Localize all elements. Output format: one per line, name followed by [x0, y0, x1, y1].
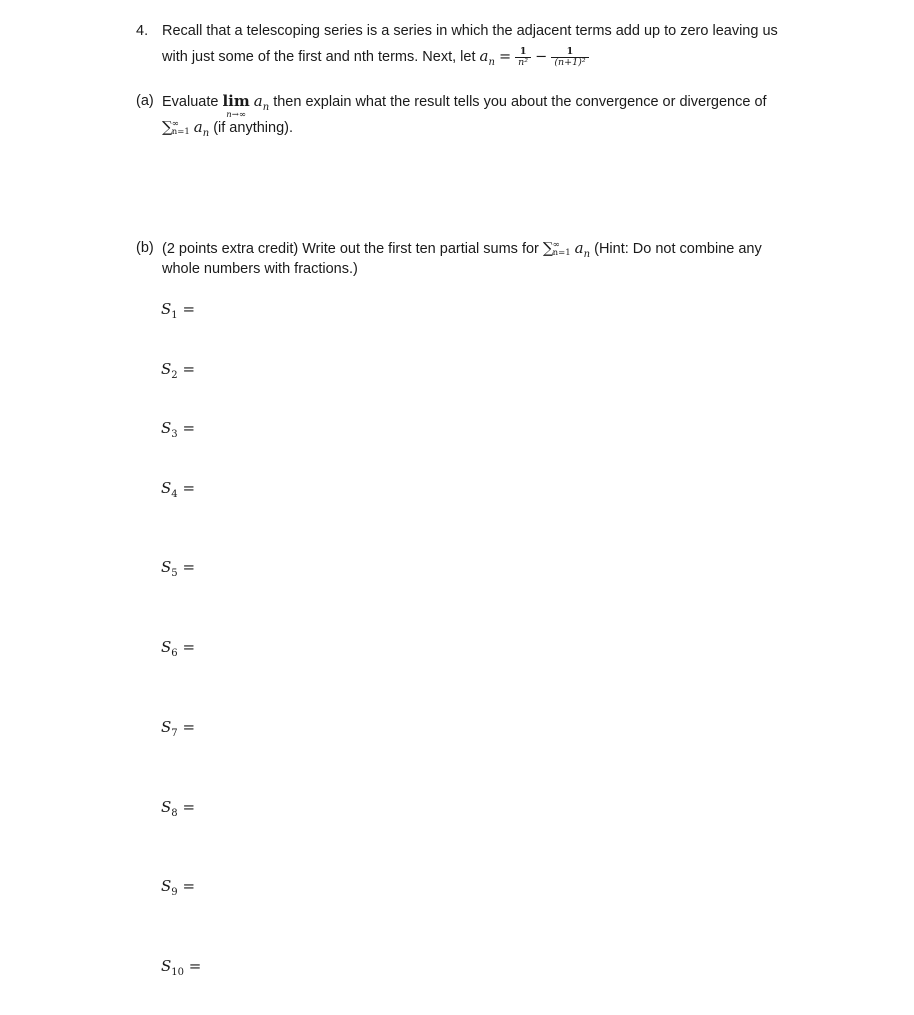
fraction2-numerator: 1	[551, 47, 588, 58]
partial-sum-index: 5	[171, 568, 178, 579]
partial-sum-equals: =	[182, 718, 196, 736]
partial-sum-index: 2	[171, 370, 178, 381]
lim-term-sub: n	[262, 101, 270, 113]
partial-sum-index: 4	[171, 489, 178, 500]
intro-line2-text: with just some of the first and nth terms. Next, let	[162, 49, 476, 65]
partial-sum-symbol: S	[161, 558, 172, 576]
equals-sign: =	[498, 49, 512, 65]
partial-sum-s2	[161, 360, 195, 381]
partial-sum-symbol: S	[161, 718, 172, 736]
lim-subscript: n→∞	[226, 110, 246, 120]
partial-sum-s1	[161, 300, 195, 321]
lim-word: lim	[222, 92, 250, 110]
term-sub: n	[488, 56, 495, 68]
sigma-lower: n=1	[171, 127, 190, 138]
partial-sum-symbol: S	[161, 360, 172, 378]
partial-sum-index: 8	[171, 808, 178, 819]
partial-sum-symbol: S	[161, 877, 172, 895]
partial-sum-symbol: S	[161, 300, 172, 318]
part-b-line2: whole numbers with fractions.)	[162, 261, 358, 277]
partial-sum-index: 1	[171, 310, 178, 321]
partial-sum-s7	[161, 718, 195, 739]
fraction-1-over-n-plus-1-squared	[551, 47, 588, 68]
partial-sum-symbol: S	[161, 798, 172, 816]
part-b-text-after: (Hint: Do not combine any	[594, 241, 762, 257]
sigma-limits	[172, 120, 190, 136]
series-term: a	[193, 118, 203, 136]
lim-term: a	[253, 92, 263, 110]
partial-sum-equals: =	[188, 957, 202, 975]
series-term-sub: n	[202, 127, 210, 139]
sigma-limits	[553, 241, 571, 257]
partial-sum-equals: =	[182, 877, 196, 895]
part-a-line2	[162, 117, 293, 144]
partial-sum-index: 6	[171, 648, 178, 659]
sigma-upper: ∞	[552, 240, 560, 251]
fraction2-denominator: (n+1)²	[554, 56, 586, 68]
question-number: 4.	[136, 23, 149, 39]
partial-sum-equals: =	[182, 419, 196, 437]
partial-sum-s4	[161, 479, 195, 500]
term-symbol: a	[479, 47, 489, 65]
partial-sum-index: 7	[171, 728, 178, 739]
partial-sum-symbol: S	[161, 957, 172, 975]
question-intro-line1: Recall that a telescoping series is a series in which the adjacent terms add up to zero leaving us	[162, 23, 778, 39]
question-intro-line2	[162, 40, 589, 74]
fraction1-denominator: n²	[518, 56, 529, 68]
partial-sum-s8	[161, 798, 195, 819]
partial-sum-s6	[161, 638, 195, 659]
fraction-1-over-n-squared	[515, 47, 531, 68]
part-a-text-after: then explain what the result tells you about the convergence or divergence of	[273, 94, 767, 110]
partial-sum-index: 3	[171, 429, 178, 440]
partial-sum-symbol: S	[161, 638, 172, 656]
partial-sum-s9	[161, 877, 195, 898]
partial-sum-index: 9	[171, 887, 178, 898]
fraction1-numerator: 1	[515, 47, 531, 58]
partial-sum-equals: =	[182, 638, 196, 656]
sigma-symbol: ∑	[162, 118, 173, 136]
partial-sum-s10	[161, 957, 201, 978]
series-term-sub: n	[583, 248, 591, 260]
partial-sum-equals: =	[182, 798, 196, 816]
partial-sum-equals: =	[182, 558, 196, 576]
minus-sign: −	[535, 49, 548, 65]
sigma-lower: n=1	[552, 248, 571, 259]
part-a-line2-tail: (if anything).	[213, 120, 293, 136]
partial-sum-symbol: S	[161, 419, 172, 437]
partial-sum-equals: =	[182, 360, 196, 378]
partial-sum-s5	[161, 558, 195, 579]
series-term: a	[574, 239, 584, 257]
part-b-label: (b)	[136, 240, 154, 256]
part-a-label: (a)	[136, 93, 154, 109]
sigma-upper: ∞	[171, 119, 179, 130]
partial-sum-s3	[161, 419, 195, 440]
partial-sum-symbol: S	[161, 479, 172, 497]
part-b-text-before: (2 points extra credit) Write out the first ten partial sums for	[162, 241, 539, 257]
partial-sum-equals: =	[182, 479, 196, 497]
part-a-text-before: Evaluate	[162, 94, 219, 110]
partial-sum-equals: =	[182, 300, 196, 318]
partial-sum-index: 10	[171, 967, 185, 978]
sigma-symbol: ∑	[542, 239, 554, 257]
